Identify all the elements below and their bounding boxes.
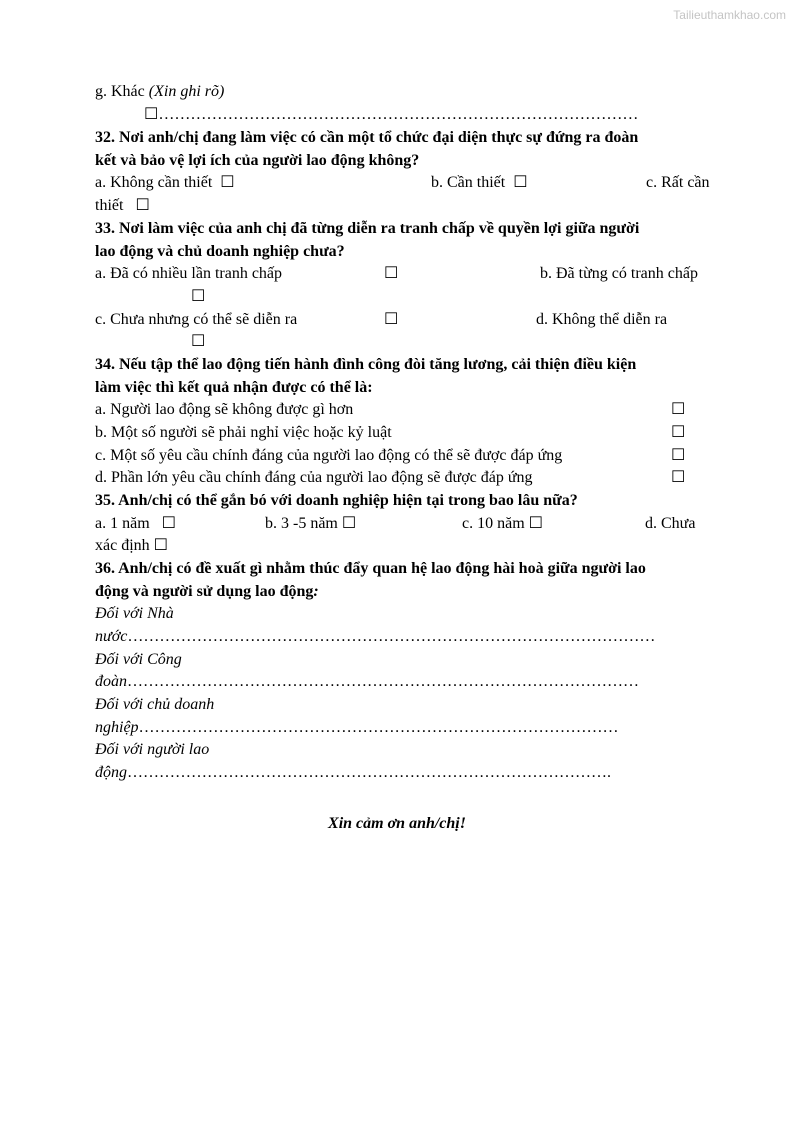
q36-employer-dots: ……………………………………………………………………………… [138, 719, 619, 736]
option-g-answer-line [144, 105, 638, 125]
watermark: Tailieuthamkhao.com [673, 8, 786, 22]
option-g-label: g. Khác [95, 83, 145, 100]
checkbox-q35-d[interactable]: ☐ [153, 537, 168, 554]
q36-employer-word: nghiệp [95, 719, 139, 736]
checkbox-g[interactable]: ☐ [144, 106, 159, 123]
q36-employer-answer[interactable] [95, 718, 619, 738]
checkbox-q33-a[interactable]: ☐ [384, 265, 399, 282]
q36-employer-label: Đối với chủ doanh [95, 696, 215, 713]
q35-option-b-label: b. 3 -5 năm [265, 515, 338, 532]
question-34-title-cont: làm việc thì kết quả nhận được có thể là: [95, 379, 373, 396]
option-g-other [95, 82, 224, 102]
q32-option-c-label-cont: thiết [95, 197, 124, 214]
question-33-title-cont: lao động và chủ doanh nghiệp chưa? [95, 243, 345, 260]
checkbox-q33-d[interactable]: ☐ [191, 333, 206, 350]
question-36-title: 36. Anh/chị có đề xuất gì nhằm thúc đẩy quan hệ lao động hài hoà giữa người lao [95, 560, 646, 577]
q32-option-a-label: a. Không cần thiết [95, 174, 213, 191]
q36-state-label: Đối với Nhà [95, 605, 174, 622]
q35-option-a-label: a. 1 năm [95, 515, 150, 532]
question-36-title-cont [95, 582, 319, 602]
q36-worker-answer[interactable] [95, 763, 611, 783]
q34-option-c: c. Một số yêu cầu chính đáng của người lao động có thể sẽ được đáp ứng [95, 447, 563, 464]
answer-dots-g: ……………………………………………………………………………… [158, 106, 639, 123]
checkbox-q33-b[interactable]: ☐ [191, 288, 206, 305]
option-g-note: (Xin ghi rõ) [148, 83, 225, 100]
q32-option-b [431, 173, 528, 193]
q33-option-b: b. Đã từng có tranh chấp [540, 265, 698, 282]
checkbox-q35-b[interactable]: ☐ [341, 515, 357, 532]
q36-union-word: đoàn [95, 673, 127, 690]
checkbox-q33-c[interactable]: ☐ [384, 311, 399, 328]
checkbox-q32-b[interactable]: ☐ [513, 174, 528, 191]
question-36-colon: : [313, 583, 319, 600]
q32-option-c: c. Rất cần [646, 174, 710, 191]
q32-option-a [95, 173, 235, 193]
checkbox-q34-a[interactable]: ☐ [671, 401, 686, 418]
q35-option-d: d. Chưa [645, 515, 696, 532]
checkbox-q35-a[interactable]: ☐ [161, 515, 176, 532]
q32-option-c-cont [95, 196, 150, 216]
q36-union-label: Đối với Công [95, 651, 182, 668]
q36-worker-word: động [95, 764, 127, 781]
q36-worker-dots: ………………………………………………………………………………. [127, 764, 611, 781]
closing-thanks: Xin cảm ơn anh/chị! [328, 815, 466, 832]
question-32-title: 32. Nơi anh/chị đang làm việc có cần một tổ chức đại diện thực sự đứng ra đoàn [95, 129, 639, 146]
question-35-title: 35. Anh/chị có thể gắn bó với doanh nghiệp hiện tại trong bao lâu nữa? [95, 492, 578, 509]
checkbox-q34-d[interactable]: ☐ [671, 469, 686, 486]
q35-option-d-cont [95, 536, 168, 556]
q35-option-b [265, 514, 356, 534]
q35-option-d-label-cont: xác định [95, 537, 150, 554]
q34-option-d: d. Phần lớn yêu cầu chính đáng của người lao động sẽ được đáp ứng [95, 469, 533, 486]
q36-union-dots: …………………………………………………………………………………… [127, 673, 639, 690]
q34-option-b: b. Một số người sẽ phải nghỉ việc hoặc kỷ luật [95, 424, 392, 441]
q35-option-c [462, 514, 543, 534]
checkbox-q34-c[interactable]: ☐ [671, 447, 686, 464]
q36-state-word: nước [95, 628, 128, 645]
question-33-title: 33. Nơi làm việc của anh chị đã từng diễn ra tranh chấp về quyền lợi giữa người [95, 220, 640, 237]
q36-worker-label: Đối với người lao [95, 741, 210, 758]
q34-option-a: a. Người lao động sẽ không được gì hơn [95, 401, 354, 418]
question-34-title: 34. Nếu tập thể lao động tiến hành đình công đòi tăng lương, cải thiện điều kiện [95, 356, 637, 373]
checkbox-q32-a[interactable]: ☐ [220, 174, 235, 191]
question-32-title-cont: kết và bảo vệ lợi ích của người lao động không? [95, 152, 420, 169]
question-36-title-text: động và người sử dụng lao động [95, 583, 314, 600]
checkbox-q34-b[interactable]: ☐ [671, 424, 686, 441]
checkbox-q35-c[interactable]: ☐ [528, 515, 543, 532]
q36-state-dots: ……………………………………………………………………………………… [127, 628, 656, 645]
q33-option-c: c. Chưa nhưng có thể sẽ diễn ra [95, 311, 298, 328]
q36-union-answer[interactable] [95, 672, 639, 692]
q36-state-answer[interactable] [95, 627, 655, 647]
q33-option-d: d. Không thể diễn ra [536, 311, 668, 328]
q32-option-b-label: b. Cần thiết [431, 174, 506, 191]
checkbox-q32-c[interactable]: ☐ [135, 197, 150, 214]
q35-option-c-label: c. 10 năm [462, 515, 525, 532]
q35-option-a [95, 514, 176, 534]
q33-option-a: a. Đã có nhiều lần tranh chấp [95, 265, 283, 282]
